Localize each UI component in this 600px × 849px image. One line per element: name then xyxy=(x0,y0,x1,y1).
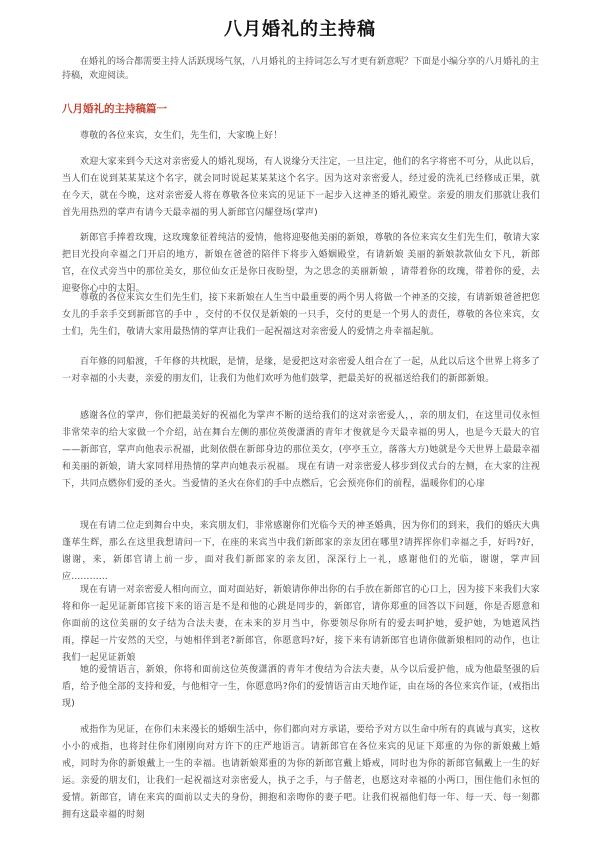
paragraph-9: 她的爱情语言，新娘，你将和面前这位英俊潇洒的青年才俊结为合法夫妻，从今以后爱护他，成为他最坚强的后盾，给予他全部的支持和爱，与他相守一生，你愿意吗?你们的爱情语言由天地作证，由在场的各位来宾作证，(戒指出现) xyxy=(62,665,540,709)
paragraph-7: 现在有请二位走到舞台中央，来宾朋友们，非常感谢你们光临今天的神圣婚典，因为你们的到来，我们的婚庆大典蓬荜生辉，那么在这里我想请问一下，在座的来宾当中我们新郎家的亲友团在哪里?请挥挥你们幸福之手，好吗?好，谢谢，来，新郎官请上前一步，面对我们新郎家的亲友团，深深行上一礼，感谢他们的光临，谢谢，掌声回应………… xyxy=(62,521,541,582)
paragraph-10: 戒指作为见证，在你们未来漫长的婚姻生活中，你们都向对方承诺，要给予对方以生命中所有的真诚与真实，这枚小小的戒指，也将封住你们刚刚向对方许下的庄严地语言。请新郎官在各位来宾的见证下郑重的为你的新娘戴上婚戒，同时为你的新娘戴上一生的幸福。也请新娘郑重的为你的新郎官戴上婚戒，同时也为你的新郎官佩戴上一生的好运。亲爱的朋友们，让我们一起祝福这对亲密爱人，执子之手，与子偕老，也愿这对幸福的小两口，围住他们永恒的爱情。新郎官，请在来宾的面前以丈夫的身份，拥抱和亲吻你的妻子吧。让我们祝福他们每一年、每一天、每一刻都拥有这最幸福的时刻 xyxy=(62,725,541,820)
paragraph-6: 感谢各位的掌声，你们把最美好的祝福化为掌声不断的送给我们的这对亲密爱人，，亲的朋友们，在这里司仪永恒非常荣幸的给大家做一个介绍，站在舞台左侧的那位英俊潇洒的青年才俊就是今天最幸福的男人，也是今天最大的官——新郎官，掌声向他表示祝福，此刻依偎在新郎身边的那位美女，(亭亭玉立，落落大方)她就是今天世界上最最幸福和美丽的新娘，请大家同样用热情的掌声向她表示祝福。 现在有请一对亲密爱人移步到仪式台的左侧，在大家的注视下，共同点燃你们爱的圣火。当爱情的圣火在你们的手中点燃后，它会预亮你们的前程，温暖你们的心扉 xyxy=(62,411,540,489)
paragraph-1: 尊敬的各位来宾，女生们，先生们，大家晚上好！ xyxy=(80,131,283,141)
paragraph-5: 百年修的同船渡，千年修的共枕眠，是情，是缘，是爱把这对亲密爱人组合在了一起，从此以后这个世界上将多了一对幸福的小夫妻，亲爱的朋友们，让我们为他们欢呼为他们鼓掌，把最美好的祝福送给我们的新郎新娘。 xyxy=(62,357,541,384)
paragraph-4: 尊敬的各位来宾女生们先生们，接下来新娘在人生当中最重要的两个男人将做一个神圣的交接，有请新娘爸爸把您女儿的手亲手交到新郎官的手中 ，交付的不仅仅是新娘的一只手，交付的更是一个男人的责任，尊敬的各位来宾，女士们，先生们，敬请大家用最热情的掌声让我们一起祝福这对亲密爱人的爱情之舟幸福起航。 xyxy=(62,293,541,337)
paragraph-8: 现在有请一对亲密爱人相向而立，面对面站好，新娘请你伸出你的右手放在新郎官的心口上，因为接下来我们大家将和你一起见证新郎官接下来的语言是不是和他的心跳是同步的，新郎官，请你郑重的回答以下问题，你是否愿意和你面前的这位美丽的女子结为合法夫妻，在未来的岁月当中，你要领尽你所有的爱去呵护她，爱护她，为她遮风挡雨，撑起一片安然的天空，与她相伴到老?新郎官，你愿意吗?好，接下来有请新郎官也请你做新娘相同的动作，也让我们一起见证新娘 xyxy=(62,585,541,663)
intro-paragraph: 在婚礼的场合都需要主持人活跃现场气氛，八月婚礼的主持词怎么写才更有新意呢？下面是小编分享的八月婚礼的主持稿，欢迎阅读。 xyxy=(62,57,540,81)
paragraph-2: 欢迎大家来到今天这对亲密爱人的婚礼现场，有人说缘分天注定，一旦注定，他们的名字将密不可分，从此以后，当人们在说到某某某这个名字，就会同时说起某某某这个名字。因为这对亲密爱人，经过爱的洗礼已经修成正果，就在今天，就在今晚，这对亲密爱人将在尊敬各位来宾的见证下一起步入这神圣的婚礼殿堂。亲爱的朋友们那就让我们首先用热烈的掌声有请今天最幸福的男人新郎官闪耀登场(掌声) xyxy=(62,157,541,218)
paragraph-3: 新郎官手捧着玫瑰，这玫瑰象征着纯洁的爱情，他将迎娶他美丽的新娘，尊敬的各位来宾女生们先生们，敬请大家把目光投向幸福之门开启的地方，新娘在爸爸的陪伴下将步入婚姻殿堂，有请新娘 美丽的新娘款款仙女下凡，新郎官，在仪式旁当中的那位美女，那位仙女正是你日夜盼望，为之思念的美丽新娘 ，请带着你的玫瑰，带着你的爱，去迎娶你心中的太阳。 xyxy=(62,233,541,294)
page-title: 八月婚礼的主持稿 xyxy=(224,19,376,40)
section-heading: 八月婚礼的主持稿篇一 xyxy=(62,103,167,115)
